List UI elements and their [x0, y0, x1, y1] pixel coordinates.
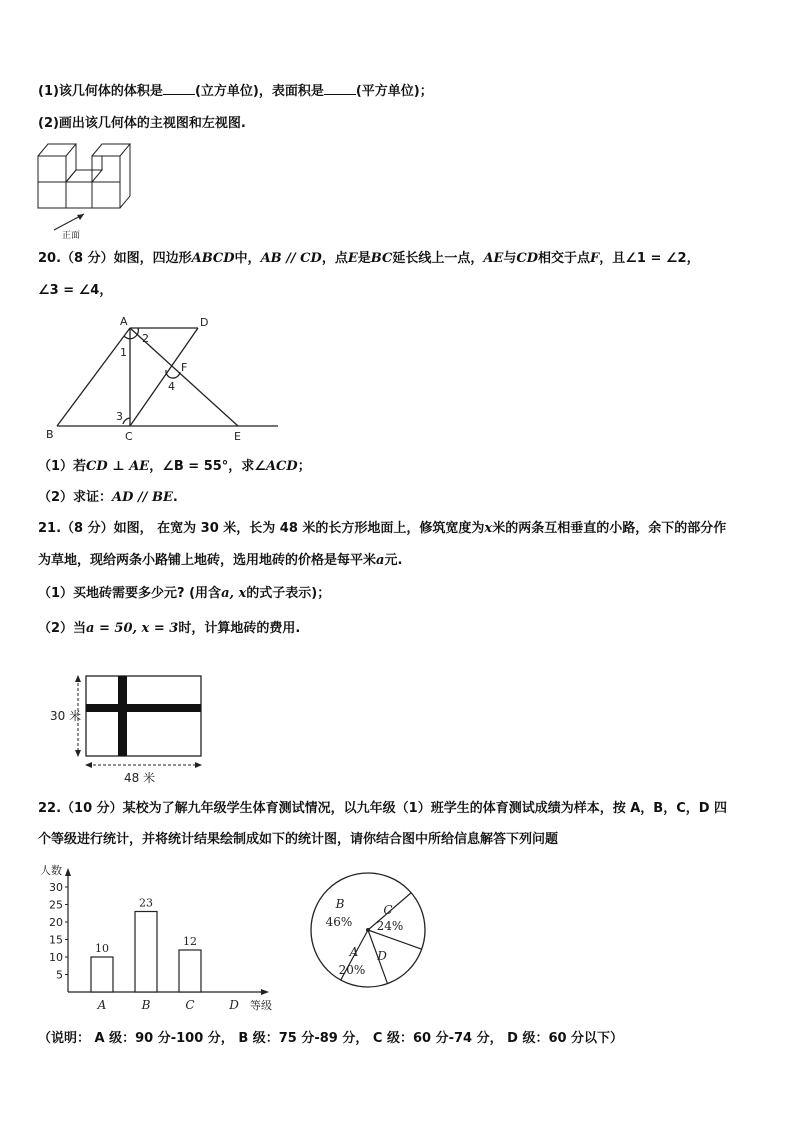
x-tick-label: C — [185, 998, 195, 1012]
q20-point-e: E — [347, 251, 358, 266]
q21-part1-b: a, x — [221, 586, 247, 601]
x-tick-label: D — [229, 998, 239, 1012]
q20-text-o: ，且∠1 = ∠2， — [599, 251, 700, 266]
q20-part2-b: AD // BE — [112, 490, 173, 505]
q20-text-a: 20.（8 分）如图，四边形 — [38, 251, 192, 266]
q22-line2: 个等级进行统计，并将统计结果绘制成如下的统计图，请你结合图中所给信息解答下列问题 — [38, 832, 559, 847]
q19-part1-text-c: (平方单位)； — [355, 84, 433, 99]
q19-blank-volume — [163, 82, 195, 95]
pie-label-D: D — [377, 949, 387, 963]
q20-part1-e: ； — [297, 459, 311, 474]
q21-line2 — [38, 552, 402, 570]
q20-part2 — [38, 489, 178, 507]
field-rectangle — [86, 676, 201, 756]
q21-line2-a: 为草地，现给两条小路铺上地砖，选用地砖的价格是每平米 — [38, 553, 377, 568]
q20-text-c: 中， — [234, 251, 261, 266]
y-tick-label: 10 — [49, 951, 63, 964]
y-tick-label: 15 — [49, 933, 63, 947]
bar-value-label: 12 — [183, 935, 197, 948]
bar-C — [179, 950, 201, 992]
label-d: D — [200, 316, 209, 329]
q21-part2-b: a = 50, x = 3 — [86, 621, 179, 636]
segment-cd — [130, 328, 198, 426]
q21-text-c: 米的两条互相垂直的小路，余下的部分作 — [492, 521, 727, 536]
x-tick-label: B — [141, 998, 151, 1012]
q20-text-k: 与 — [503, 251, 517, 266]
q19-part2: (2)画出该几何体的主视图和左视图. — [38, 116, 246, 131]
label-f: F — [181, 361, 188, 374]
y-tick-label: 5 — [56, 968, 63, 982]
bar-value-label: 10 — [95, 942, 109, 955]
q21-part1 — [38, 585, 330, 603]
pie-percent-C: 24% — [376, 919, 404, 933]
q20-part1-d: ACD — [265, 459, 298, 474]
q20-part2-c: . — [172, 490, 178, 505]
q20-cd: CD — [516, 251, 538, 266]
pie-label-C: C — [383, 903, 393, 917]
vertical-path — [118, 676, 127, 756]
pie-label-A: A — [349, 945, 359, 959]
x-tick-label: A — [97, 998, 107, 1012]
q21-part2-a: （2）当 — [38, 621, 87, 636]
pie-chart — [306, 868, 430, 992]
q20-text-m: 相交于点 — [538, 251, 591, 266]
q21-line2-c: 元. — [384, 553, 403, 568]
q22-line1: 22.（10 分）某校为了解九年级学生体育测试情况，以九年级（1）班学生的体育测试成绩为样本，按 A，B，C，D 四 — [38, 801, 728, 816]
q20-text-i: 延长线上一点， — [392, 251, 484, 266]
label-4: 4 — [168, 380, 175, 393]
label-c: C — [125, 430, 133, 443]
y-tick-label: 20 — [49, 916, 63, 929]
label-1: 1 — [120, 346, 127, 359]
angle-3-arc — [123, 418, 130, 424]
y-tick-label: 25 — [49, 898, 63, 912]
q19-part1 — [38, 82, 433, 101]
q20-ae: AE — [483, 251, 504, 266]
y-axis-arrow — [65, 868, 71, 876]
x-axis-arrow — [261, 989, 269, 995]
label-b: B — [46, 428, 54, 441]
q20-geometry-figure — [40, 314, 290, 446]
length-label: 48 米 — [124, 771, 156, 785]
q20-text-g: 是 — [357, 251, 371, 266]
q19-part1-text-b: (立方单位)，表面积是 — [194, 84, 324, 99]
q21-part2 — [38, 620, 300, 638]
bar-B — [135, 912, 157, 993]
label-3: 3 — [116, 410, 123, 423]
q21-part1-a: （1）买地砖需要多少元? (用含 — [38, 586, 222, 601]
pie-percent-B: 46% — [325, 915, 353, 929]
q20-parallel: AB // CD — [260, 251, 322, 266]
front-label: 正面 — [62, 231, 81, 240]
q20-point-f: F — [590, 251, 600, 266]
q20-line1 — [38, 250, 700, 268]
label-2: 2 — [142, 332, 149, 345]
x-axis-label: 等级 — [250, 999, 272, 1012]
y-tick-label: 30 — [49, 881, 63, 894]
q20-part1-b: CD ⊥ AE — [86, 459, 150, 474]
q21-part1-c: 的式子表示)； — [246, 586, 331, 601]
q21-rectangle-figure — [48, 670, 218, 788]
q20-part2-a: （2）求证： — [38, 490, 113, 505]
q21-x: x — [484, 521, 493, 536]
q20-part1 — [38, 458, 311, 476]
q19-part1-text-a: (1)该几何体的体积是 — [38, 84, 163, 99]
q20-part1-a: （1）若 — [38, 459, 87, 474]
label-a: A — [120, 315, 128, 328]
q20-part1-c: ，∠B = 55°，求∠ — [149, 459, 266, 474]
q20-quad: ABCD — [191, 251, 235, 266]
y-axis-label: 人数 — [40, 864, 62, 877]
q19-blank-area — [324, 82, 356, 95]
q20-text-e: ，点 — [321, 251, 348, 266]
q20-bc: BC — [370, 251, 393, 266]
horizontal-path — [86, 704, 201, 712]
q21-a: a — [376, 553, 385, 568]
bar-A — [91, 957, 113, 992]
q19-cube-figure — [36, 140, 136, 240]
label-e: E — [234, 430, 241, 443]
q21-part2-c: 时，计算地砖的费用. — [178, 621, 301, 636]
q21-line1 — [38, 520, 726, 538]
pie-percent-A: 20% — [338, 963, 366, 977]
q22-note: （说明： A 级：90 分-100 分， B 级：75 分-89 分， C 级：60 分-74 分， D 级：60 分以下） — [38, 1031, 624, 1046]
bar-chart — [36, 862, 286, 1016]
pie-label-B: B — [335, 897, 345, 911]
bar-value-label: 23 — [139, 896, 153, 910]
pie-center — [366, 928, 370, 932]
q20-line2: ∠3 = ∠4， — [38, 283, 113, 298]
width-label: 30 米 — [50, 709, 82, 723]
q21-text-a: 21.（8 分）如图， 在宽为 30 米，长为 48 米的长方形地面上，修筑宽度为 — [38, 521, 485, 536]
